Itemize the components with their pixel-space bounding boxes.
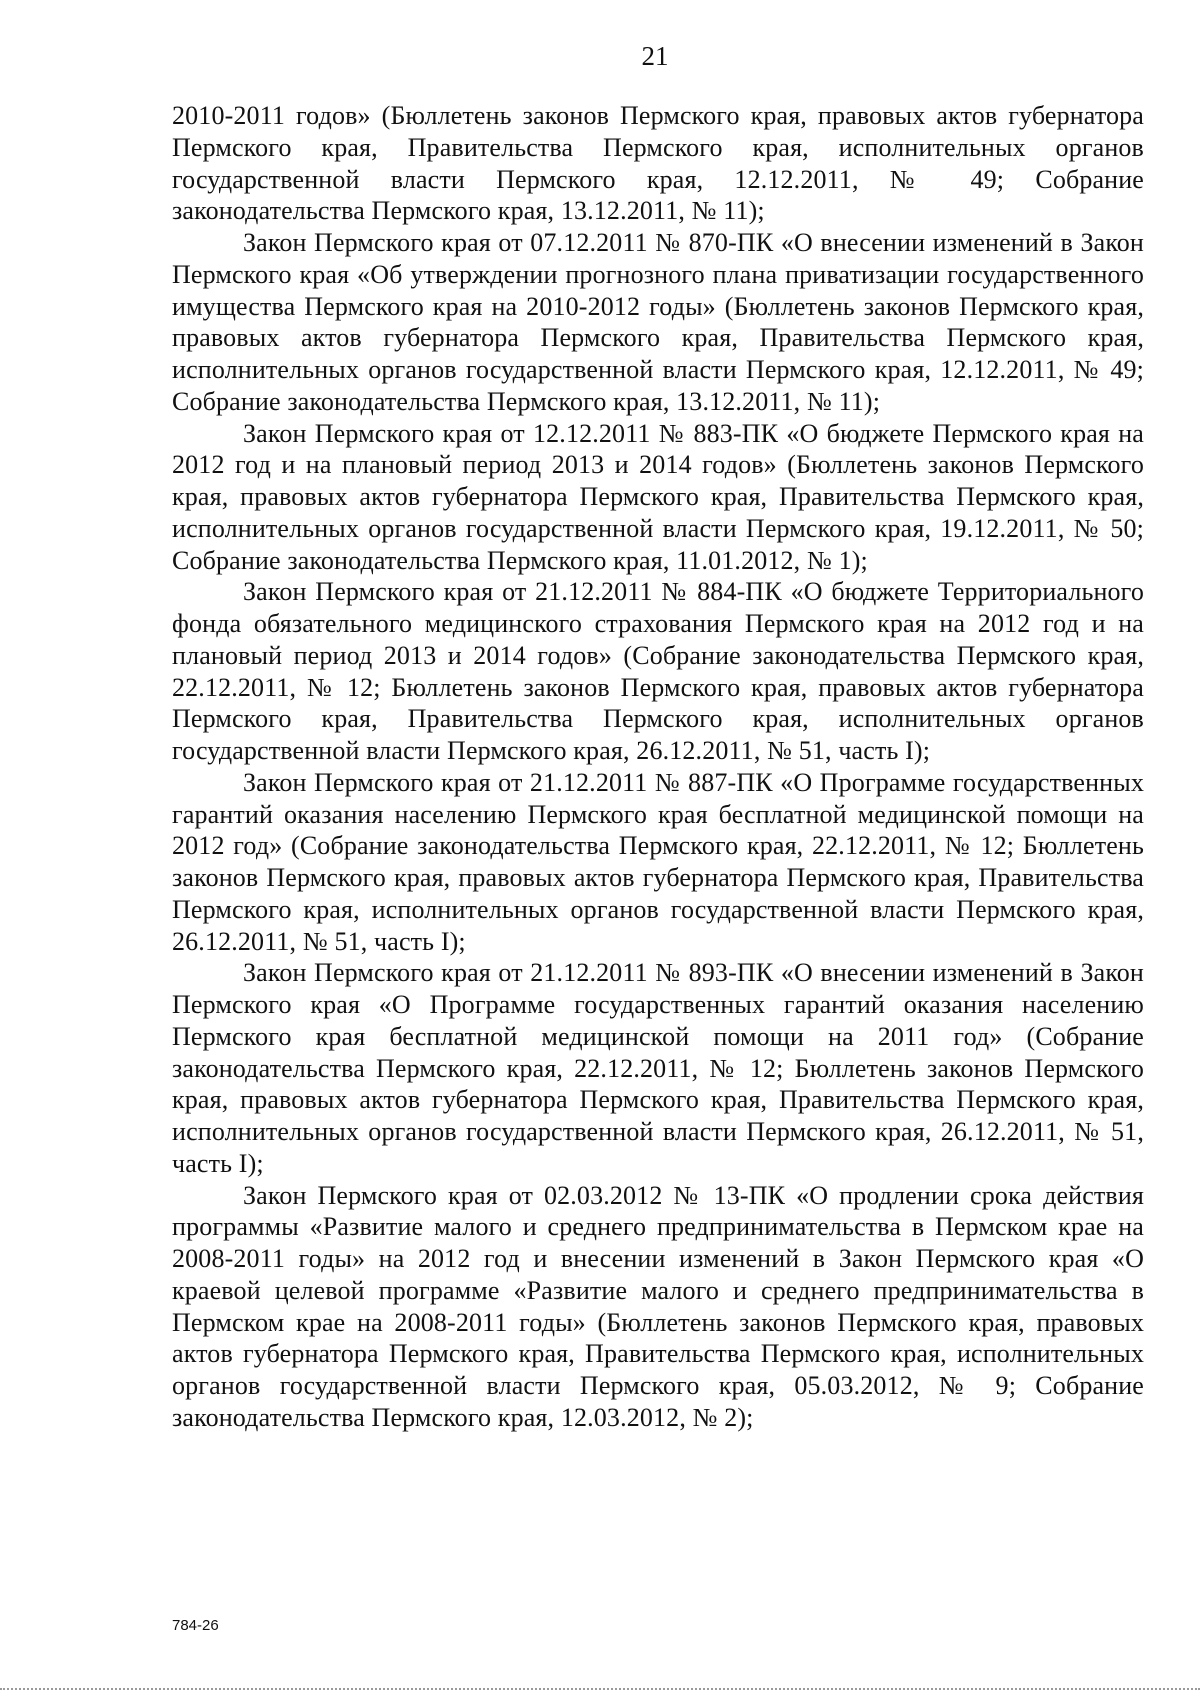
document-code: 784-26 bbox=[172, 1617, 219, 1634]
paragraph-law-13: Закон Пермского края от 02.03.2012 № 13-ПК «О продлении срока действия программы «Развитие малого и среднего предпринимательства в Пермском крае на 2008-2011 годы» на 2012 год и внесении изменений в Закон Пермского края «О краевой целевой программе «Развитие малого и среднего предпринимательства в Пермском крае на 2008-2011 годы» (Бюллетень законов Пермского края, правовых актов губернатора Пермского края, Правительства Пермского края, исполнительных органов государственной власти Пермского края, 05.03.2012, № 9; Собрание законодательства Пермского края, 12.03.2012, № 2); bbox=[172, 1180, 1144, 1432]
paragraph-continuation: 2010-2011 годов» (Бюллетень законов Пермского края, правовых актов губернатора Пермского края, Правительства Пермского края, исполнительных органов государственной власти Пермского края, 12.12.2011, № 49; Собрание законодательства Пермского края, 13.12.2011, № 11); bbox=[172, 101, 1144, 226]
paragraph-law-893: Закон Пермского края от 21.12.2011 № 893-ПК «О внесении изменений в Закон Пермского края «О Программе государственных гарантий оказания населению Пермского края бесплатной медицинской помощи на 2011 год» (Собрание законодательства Пермского края, 22.12.2011, № 12; Бюллетень законов Пермского края, правовых актов губернатора Пермского края, Правительства Пермского края, исполнительных органов государственной власти Пермского края, 26.12.2011, № 51, часть I); bbox=[172, 958, 1144, 1178]
paragraph-law-883: Закон Пермского края от 12.12.2011 № 883-ПК «О бюджете Пермского края на 2012 год и на плановый период 2013 и 2014 годов» (Бюллетень законов Пермского края, правовых актов губернатора Пермского края, Правительства Пермского края, исполнительных органов государственной власти Пермского края, 19.12.2011, № 50; Собрание законодательства Пермского края, 11.01.2012, № 1); bbox=[172, 418, 1144, 575]
paragraph-law-870: Закон Пермского края от 07.12.2011 № 870-ПК «О внесении изменений в Закон Пермского края «Об утверждении прогнозного плана приватизации государственного имущества Пермского края на 2010-2012 годы» (Бюллетень законов Пермского края, правовых актов губернатора Пермского края, Правительства Пермского края, исполнительных органов государственной власти Пермского края, 12.12.2011, № 49; Собрание законодательства Пермского края, 13.12.2011, № 11); bbox=[172, 228, 1144, 416]
document-body bbox=[172, 100, 1144, 1434]
paragraph-law-887: Закон Пермского края от 21.12.2011 № 887-ПК «О Программе государственных гарантий оказания населению Пермского края бесплатной медицинской помощи на 2012 год» (Собрание законодательства Пермского края, 22.12.2011, № 12; Бюллетень законов Пермского края, правовых актов губернатора Пермского края, Правительства Пермского края, исполнительных органов государственной власти Пермского края, 26.12.2011, № 51, часть I); bbox=[172, 767, 1144, 956]
paragraph-law-884: Закон Пермского края от 21.12.2011 № 884-ПК «О бюджете Территориального фонда обязательного медицинского страхования Пермского края на 2012 год и на плановый период 2013 и 2014 годов» (Собрание законодательства Пермского края, 22.12.2011, № 12; Бюллетень законов Пермского края, правовых актов губернатора Пермского края, Правительства Пермского края, исполнительных органов государственной власти Пермского края, 26.12.2011, № 51, часть I); bbox=[172, 577, 1144, 765]
page-number: 21 bbox=[641, 41, 669, 71]
scan-edge-divider bbox=[0, 1688, 1200, 1690]
